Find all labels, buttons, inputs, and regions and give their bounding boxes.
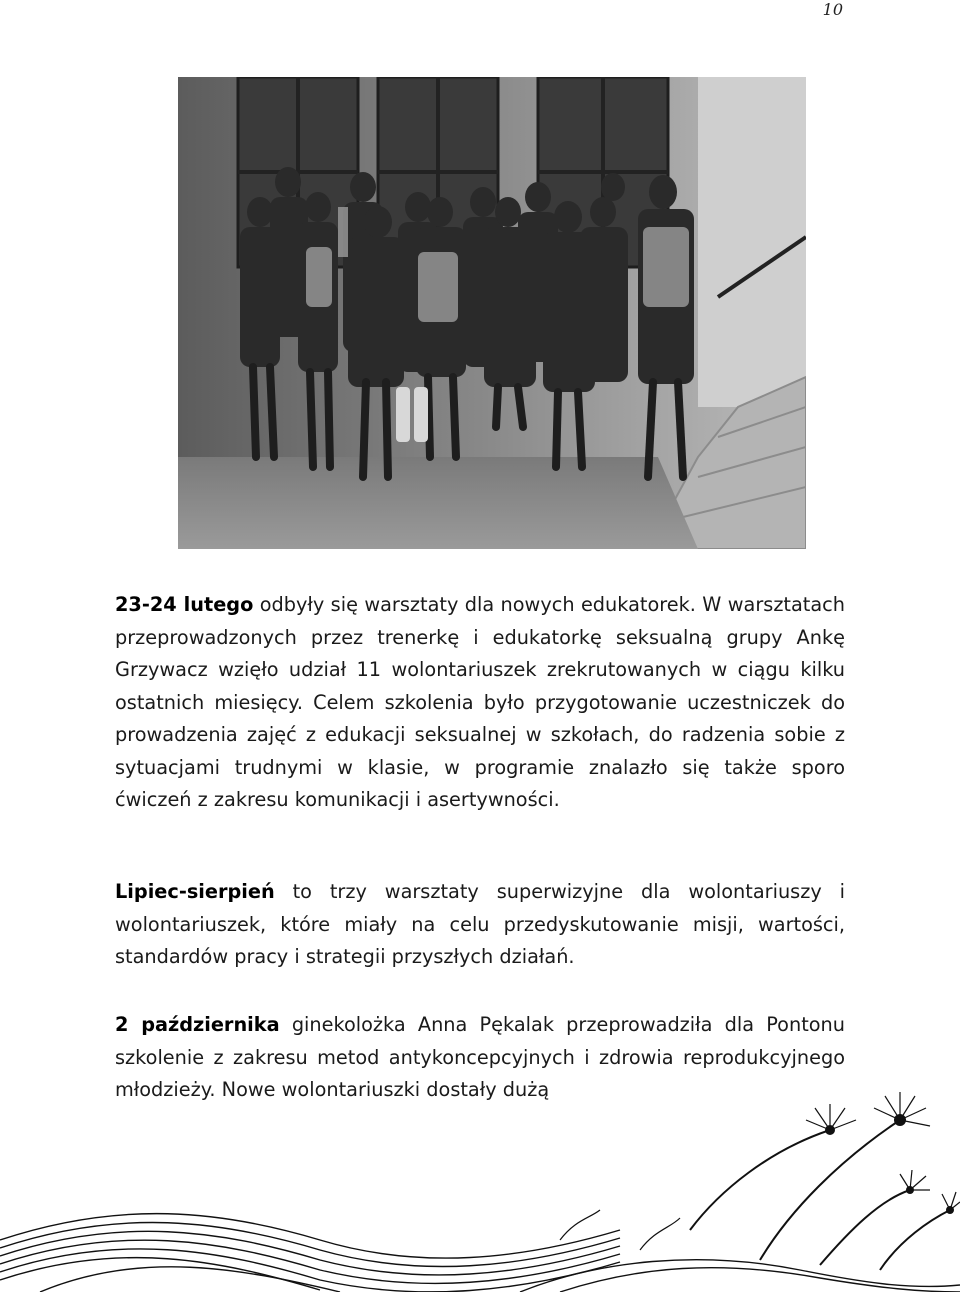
- paragraph-date-lead: 2 października: [115, 1013, 280, 1036]
- paragraph-body: to trzy warsztaty superwizyjne dla wolontariuszy i wolontariuszek, które miały na celu przedyskutowanie misji, wartości, standardów pracy i strategii przyszłych działań.: [115, 880, 845, 968]
- paragraph-supervision-workshops: [115, 876, 845, 974]
- paragraph-date-lead: 23-24 lutego: [115, 593, 254, 616]
- paragraph-training-new-educators: [115, 589, 845, 817]
- paragraph-body: odbyły się warsztaty dla nowych edukatorek. W warsztatach przeprowadzonych przez trenerkę i edukatorkę seksualną grupy Ankę Grzywacz wzięło udział 11 wolontariuszek zrekrutowanych w ciągu kilku ostatnich miesięcy. Celem szkolenia było przygotowanie uczestniczek do prowadzenia zajęć z edukacji seksualnej w szkołach, do radzenia sobie z sytuacjami trudnymi w klasie, w programie znalazło się także sporo ćwiczeń z zakresu komunikacji i asertywności.: [115, 593, 846, 811]
- page-number: 10: [822, 0, 843, 19]
- group-photo-image: [178, 77, 806, 549]
- paragraph-date-lead: Lipiec-sierpień: [115, 880, 275, 903]
- paragraph-body: ginekolożka Anna Pękalak przeprowadziła dla Pontonu szkolenie z zakresu metod antykoncepcyjnych i zdrowia reprodukcyjnego młodzieży. Nowe wolontariuszki dostały dużą: [115, 1013, 845, 1101]
- dandelion-wave-ornament-icon: [0, 1090, 960, 1292]
